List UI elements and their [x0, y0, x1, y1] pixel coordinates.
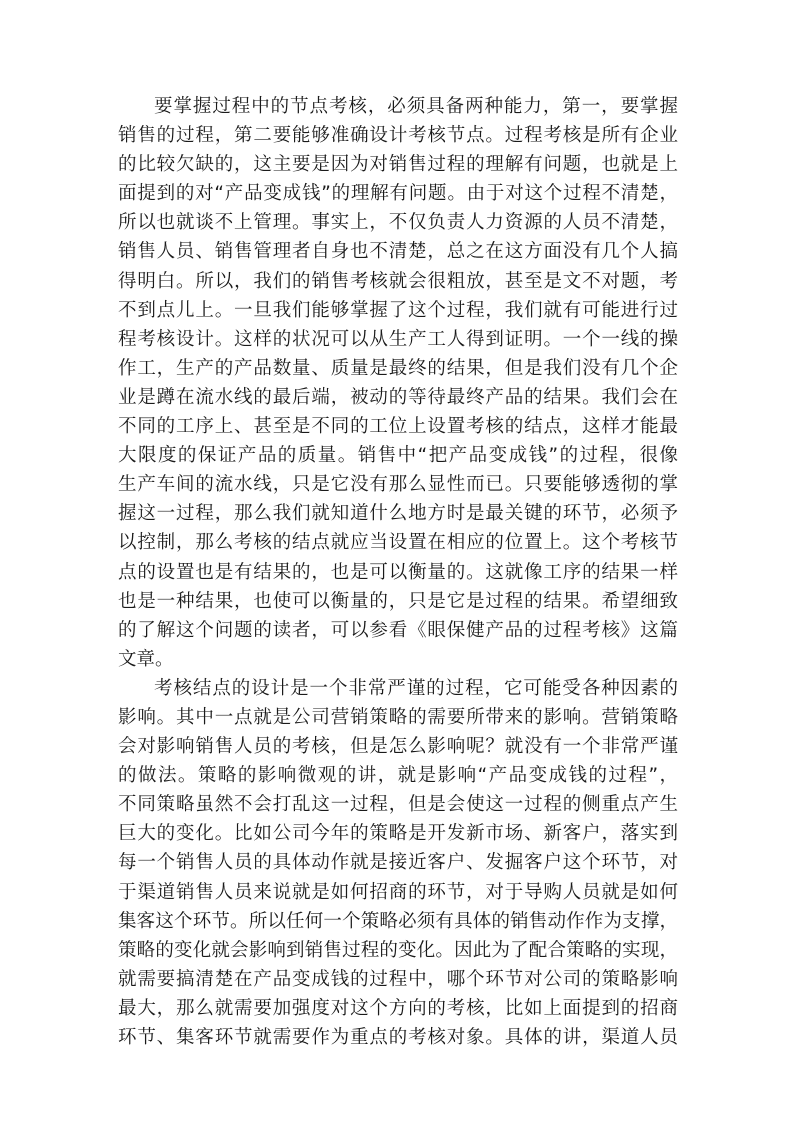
- paragraph: [118, 92, 678, 674]
- text-line: 就需要搞清楚在产品变成钱的过程中，哪个环节对公司的策略影响: [118, 968, 678, 990]
- text-line: 业是蹲在流水线的最后端，被动的等待最终产品的结果。我们会在: [118, 386, 678, 408]
- document-page: [118, 92, 678, 1052]
- text-line: 也是一种结果，也使可以衡量的，只是它是过程的结果。希望细致: [118, 590, 678, 612]
- text-line: 的比较欠缺的，这主要是因为对销售过程的理解有问题，也就是上: [118, 154, 678, 176]
- text-line: 环节、集客环节就需要作为重点的考核对象。具体的讲，渠道人员: [118, 1027, 678, 1048]
- text-line: 点的设置也是有结果的，也是可以衡量的。这就像工序的结果一样: [118, 561, 678, 583]
- text-line: 生产车间的流水线，只是它没有那么显性而已。只要能够透彻的掌: [118, 474, 678, 496]
- text-line: 集客这个环节。所以任何一个策略必须有具体的销售动作作为支撑，: [118, 910, 678, 932]
- text-line: 不到点儿上。一旦我们能够掌握了这个过程，我们就有可能进行过: [118, 299, 678, 321]
- text-line: 所以也就谈不上管理。事实上，不仅负责人力资源的人员不清楚，: [118, 212, 678, 234]
- text-line: 程考核设计。这样的状况可以从生产工人得到证明。一个一线的操: [118, 328, 678, 350]
- text-line: 的做法。策略的影响微观的讲，就是影响“产品变成钱的过程”，: [118, 765, 678, 787]
- text-line: 巨大的变化。比如公司今年的策略是开发新市场、新客户，落实到: [118, 823, 678, 845]
- text-line: 的了解这个问题的读者，可以参看《眼保健产品的过程考核》这篇: [118, 619, 678, 641]
- text-line: 不同策略虽然不会打乱这一过程，但是会使这一过程的侧重点产生: [118, 794, 678, 816]
- text-line: 每一个销售人员的具体动作就是接近客户、发掘客户这个环节，对: [118, 852, 678, 874]
- text-line: 销售的过程，第二要能够准确设计考核节点。过程考核是所有企业: [118, 125, 678, 147]
- text-line: 考核结点的设计是一个非常严谨的过程，它可能受各种因素的: [154, 677, 678, 699]
- text-line: 大限度的保证产品的质量。销售中“把产品变成钱”的过程，很像: [118, 445, 678, 467]
- text-line: 面提到的对“产品变成钱”的理解有问题。由于对这个过程不清楚，: [118, 183, 678, 205]
- text-line: 要掌握过程中的节点考核，必须具备两种能力，第一，要掌握: [154, 96, 678, 117]
- text-line: 作工，生产的产品数量、质量是最终的结果，但是我们没有几个企: [118, 357, 678, 379]
- text-line: 以控制，那么考核的结点就应当设置在相应的位置上。这个考核节: [118, 532, 678, 554]
- text-line: 策略的变化就会影响到销售过程的变化。因此为了配合策略的实现，: [118, 939, 678, 961]
- paragraph: [118, 674, 678, 1052]
- text-line: 得明白。所以，我们的销售考核就会很粗放，甚至是文不对题，考: [118, 270, 678, 292]
- text-line: 文章。: [118, 648, 174, 670]
- text-line: 销售人员、销售管理者自身也不清楚，总之在这方面没有几个人搞: [118, 241, 678, 263]
- text-line: 握这一过程，那么我们就知道什么地方时是最关键的环节，必须予: [118, 503, 678, 525]
- text-line: 不同的工序上、甚至是不同的工位上设置考核的结点，这样才能最: [118, 416, 678, 438]
- text-line: 于渠道销售人员来说就是如何招商的环节，对于导购人员就是如何: [118, 881, 678, 903]
- text-line: 会对影响销售人员的考核，但是怎么影响呢？就没有一个非常严谨: [118, 736, 678, 758]
- text-line: 影响。其中一点就是公司营销策略的需要所带来的影响。营销策略: [118, 706, 678, 728]
- text-line: 最大，那么就需要加强度对这个方向的考核，比如上面提到的招商: [118, 997, 678, 1019]
